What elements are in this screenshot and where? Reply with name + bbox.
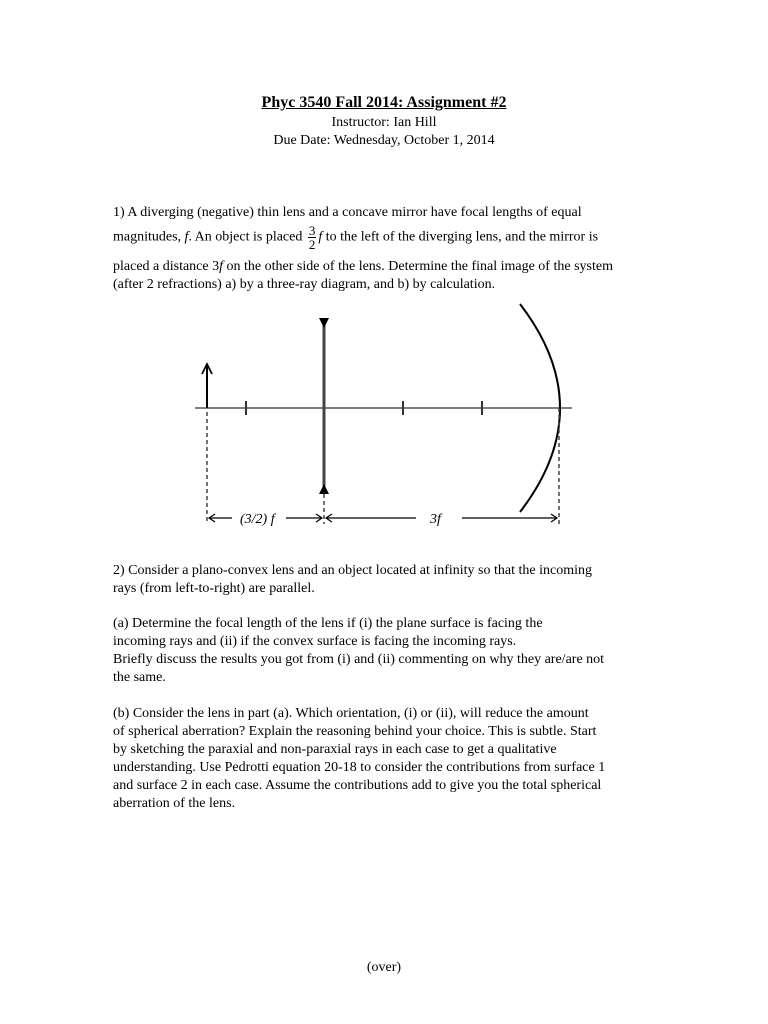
q2-intro-line-1: 2) Consider a plano-convex lens and an object located at infinity so that the incoming [113, 563, 592, 578]
q2b-line-5: and surface 2 in each case. Assume the contributions add to give you the total spherical [113, 778, 602, 793]
q1-var-f: f [184, 229, 189, 245]
q2b-line-3: by sketching the paraxial and non-paraxial rays in each case to get a qualitative [113, 742, 557, 757]
q1-line-2-text-c: to the left of the diverging lens, and the mirror is [322, 229, 599, 245]
q2a-line-3: Briefly discuss the results you got from (i) and (ii) commenting on why they are/are not [113, 652, 605, 667]
lens-top-triangle-icon [319, 318, 329, 328]
page-footer-over: (over) [366, 960, 402, 975]
lens-bottom-triangle-icon [319, 484, 329, 494]
q2b-line-6: aberration of the lens. [113, 796, 236, 811]
fraction-numerator: 3 [308, 223, 316, 238]
q1-line-4: (after 2 refractions) a) by a three-ray diagram, and b) by calculation. [113, 277, 496, 292]
q2b-line-4: understanding. Use Pedrotti equation 20-18 to consider the contributions from surface 1 [113, 760, 606, 775]
q2a-line-2: incoming rays and (ii) if the convex surface is facing the incoming rays. [113, 634, 517, 649]
q2a-line-1: (a) Determine the focal length of the lens if (i) the plane surface is facing the [113, 616, 543, 631]
q1-var-f-3: f [219, 259, 224, 274]
q1-line-2-text-a: magnitudes, [113, 229, 185, 245]
q1-var-f-2: f [318, 229, 323, 245]
q1-line-1: 1) A diverging (negative) thin lens and a concave mirror have focal lengths of equal [113, 205, 582, 220]
dimension-label-left: (3/2) f [240, 512, 275, 527]
q2a-line-4: the same. [113, 670, 166, 685]
page-title: Phyc 3540 Fall 2014: Assignment #2 [261, 94, 507, 111]
fraction-denominator: 2 [308, 237, 316, 252]
q1-line-2-text-b: . An object is placed [188, 229, 306, 245]
q1-line-3-text-a: placed a distance 3 [113, 259, 220, 274]
dimension-label-right: 3f [430, 512, 441, 527]
q2-intro-line-2: rays (from left-to-right) are parallel. [113, 581, 315, 596]
q2b-line-2: of spherical aberration? Explain the reasoning behind your choice. This is subtle. Start [113, 724, 597, 739]
q1-line-3-text-b: on the other side of the lens. Determine the final image of the system [223, 259, 613, 274]
instructor-line: Instructor: Ian Hill [331, 115, 437, 130]
due-date-line: Due Date: Wednesday, October 1, 2014 [273, 133, 495, 148]
q2b-line-1: (b) Consider the lens in part (a). Which orientation, (i) or (ii), will reduce the amount [113, 706, 589, 721]
